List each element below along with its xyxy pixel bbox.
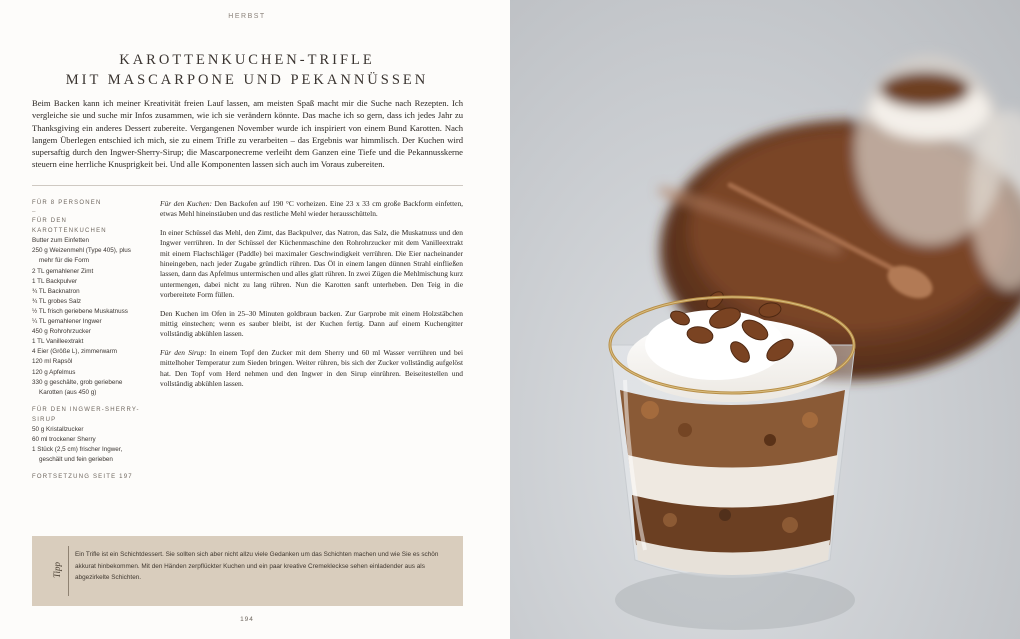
cake-item: ¾ TL grobes Salz	[32, 297, 82, 305]
continued-note: FORTSETZUNG SEITE 197	[32, 474, 133, 481]
cake-item: 120 g Apfelmus	[32, 368, 76, 376]
method-label-syrup: Für den Sirup:	[160, 347, 207, 357]
cake-item: ¼ TL gemahlener Ingwer	[32, 318, 102, 326]
tip-divider	[68, 546, 69, 596]
cake-ingredients-list	[32, 236, 144, 398]
cake-item: 4 Eier (Größe L), zimmerwarm	[32, 348, 118, 356]
cake-item: 120 ml Rapsöl	[32, 358, 73, 366]
page-number: 194	[240, 616, 254, 623]
cake-item: 1 TL Backpulver	[32, 277, 78, 285]
servings-label: FÜR 8 PERSONEN	[32, 200, 102, 206]
cake-item: 1 TL Vanilleextrakt	[32, 338, 84, 346]
divider-rule	[32, 185, 463, 186]
method-paragraph-cake: Für den Kuchen: Den Backofen auf 190 °C vorheizen. Eine 23 x 33 cm große Backform einfetten, etwas Mehl hineinstäuben und das restliche Mehl wieder herausschütteln.	[160, 199, 463, 219]
cake-item: ¾ TL Backnatron	[32, 287, 80, 295]
recipe-title	[0, 50, 494, 90]
method-paragraph-syrup: Für den Sirup: In einem Topf den Zucker mit dem Sherry und 60 ml Wasser verrühren und bei mittelhoher Temperatur zum Sieden bringen. Weiter rühren, bis sich der Zucker vollständig aufgelöst hat. Den Topf vom Herd nehmen und den Ingwer in den Sirup einrühren. Beiseitestellen und vollständig abkühlen lassen.	[160, 347, 463, 389]
ingredients-column	[32, 198, 144, 482]
method-label-cake: Für den Kuchen:	[160, 199, 212, 208]
syrup-ingredients-list	[32, 425, 144, 465]
method-paragraph-bake: Den Kuchen im Ofen in 25–30 Minuten goldbraun backen. Zur Garprobe mit einem Holzstäbchen mittig einstechen; wenn es sauber bleibt, ist der Kuchen fertig. Dann auf einem Kuchengitter vollständig abkühlen lassen.	[160, 308, 463, 339]
tip-label: Tipp	[52, 561, 62, 578]
tip-box	[32, 536, 463, 606]
cake-item: 450 g Rohrohrzucker	[32, 328, 91, 336]
tip-text: Ein Trifle ist ein Schichtdessert. Sie sollten sich aber nicht allzu viele Gedanken um das Schichten machen und wie Sie es schön akkurat hinbekommen. Mit den Händen zerpflückter Kuchen und ein paar kreative Cremekleckse sehen einladender aus als abgezirkelte Schichten.	[75, 551, 439, 581]
syrup-item: 1 Stück (2,5 cm) frischer Ingwer, geschält und fein gerieben	[32, 446, 123, 464]
servings-dash: –	[32, 208, 36, 216]
trifle-glass	[610, 289, 855, 630]
cake-item: 2 TL gemahlener Zimt	[32, 267, 94, 275]
cake-ingredients-heading: FÜR DEN KAROTTENKUCHEN	[32, 218, 107, 235]
syrup-item: 50 g Kristallzucker	[32, 425, 84, 433]
running-head: HERBST	[228, 13, 266, 20]
intro-paragraph: Beim Backen kann ich meiner Kreativität freien Lauf lassen, am meisten Spaß macht mir die Suche nach Rezepten. Ich vergleiche sie und suche mir Infos zusammen, wie ich sie verändern könnte. Das mache ich so gern, dass ich jedes Jahr zu Thanksgiving ein anderes Dessert zubereite. Vergangenen November wurde ich inspiriert von einem Bund Karotten. Nach langem Überlegen entschied ich mich, sie zu einem Trifle zu verarbeiten – das Ergebnis war himmlisch. Der Kuchen wird supersaftig durch den Ingwer-Sherry-Sirup; die Mascarponecreme verleiht dem Ganzen eine Tiefe und die Pekannusskerne steuern eine herrliche Knusprigkeit bei. Und alle Komponenten lassen sich auch im Voraus zubereiten.	[32, 98, 463, 170]
recipe-title-line-1: KAROTTENKUCHEN-TRIFLE	[119, 52, 375, 68]
cake-item: ½ TL frisch geriebene Muskatnuss	[32, 307, 128, 315]
method-column	[160, 199, 463, 398]
cake-item: 330 g geschälte, grob geriebene Karotten (aus 450 g)	[32, 378, 123, 396]
trifle-illustration	[510, 0, 1020, 639]
recipe-title-line-2: MIT MASCARPONE UND PEKANNÜSSEN	[65, 72, 429, 88]
method-paragraph-batter: In einer Schüssel das Mehl, den Zimt, das Backpulver, das Natron, das Salz, die Muskatnuss und den Ingwer verrühren. In der Schüssel der Küchenmaschine den Rohrohrzucker mit dem Vanilleextrakt mit einem Flachschläger (Paddle) bei maximaler Geschwindigkeit verrühren. Die Eier nacheinander hineingeben, nach jeder Zugabe gründlich rühren. Das Öl in einem langen dünnen Strahl einfließen lassen, dann das Apfelmus untermischen und alles glatt rühren. In zwei Zügen die Mehlmischung kurz untermengen, dabei nicht zu lang rühren. Nun die Karotten sanft unterheben. Den Teig in die vorbereitete Form füllen.	[160, 227, 463, 300]
cake-item: Butter zum Einfetten	[32, 237, 90, 245]
syrup-item: 60 ml trockener Sherry	[32, 436, 96, 444]
cake-item: 250 g Weizenmehl (Type 405), plus mehr für die Form	[32, 247, 131, 265]
dessert-photo	[510, 0, 1020, 639]
syrup-ingredients-heading: FÜR DEN INGWER-SHERRY-SIRUP	[32, 406, 140, 423]
